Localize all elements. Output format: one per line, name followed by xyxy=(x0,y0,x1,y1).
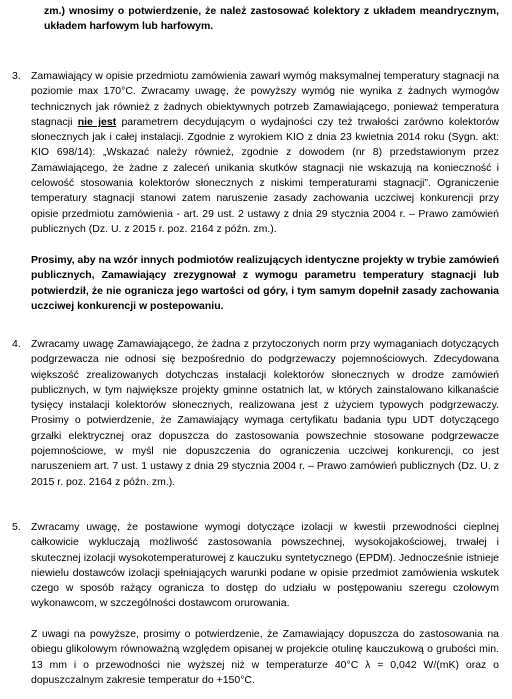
item-3-body-b: parametrem decydującym o wydajności czy też trwałości zarówno kolektorów słonecznych jak i całej instalacji. Zgodnie z wyrokiem KIO z dnia 23 kwietnia 2014 roku (Sygn. akt: KIO 698/14): „Wskazać należy również, zgodnie z dowodem (nr 8) przedstawionym przez Zamawiającego, że żadne z zaleceń unikania skutków stagnacji nie wskazują na konieczność i celowość stosowania kolektorów słonecznych z niskimi temperaturami stagnacji”. Ograniczenie temperatury stagnacji stanowi zatem naruszenie zasady zachowania uczciwej konkurencji przy opisie przedmiotu zamówienia - art. 29 ust. 2 ustawy z dnia 29 stycznia 2004 r. – Prawo zamówień publicznych (Dz. U. z 2015 r. poz. 2164 z późn. zm.). xyxy=(31,115,500,235)
intro-paragraph: zm.) wnosimy o potwierdzenie, że należ zastosować kolektory z układem meandrycznym, układem harfowym lub harfowym. xyxy=(44,5,499,33)
item-3-body xyxy=(31,69,499,237)
item-number-5: 5. xyxy=(12,521,21,533)
item-4-body: Zwracamy uwagę Zamawiającego, że żadna z przytoczonych norm przy wymaganiach dotyczących podgrzewacza nie odnosi się bezpośrednio do podgrzewaczy pojemnościowych. Zdecydowana większość zrealizowanych dotychczas instalacji kolektorów słonecznych w drodze zamówień publicznych, w tym największe projekty gminne ostatnich lat, w których zainstalowano kilkanaście tysięcy instalacji kolektorów słonecznych, realizowana jest z użyciem typowych podgrzewaczy. Prosimy o potwierdzenie, że Zamawiający wymaga certyfikatu badania typu UDT dotyczącego grzałki elektrycznej oraz dopuszcza do zastosowania powszechnie stosowane podgrzewacze pojemnościowe, w myśl nie dopuszczenia do ograniczenia uczciwej konkurencji, co jest naruszeniem art. 7 ust. 1 ustawy z dnia 29 stycznia 2004 r. – Prawo zamówień publicznych (Dz. U. z 2015 r. poz. 2164 z późn. zm.). xyxy=(31,338,499,488)
item-5-body-2: Z uwagi na powyższe, prosimy o potwierdzenie, że Zamawiający dopuszcza do zastosowania na obiegu glikolowym równoważną względem opisanej w projekcie otulinę kauczukową o grubości min. 13 mm i o przewodności nie wyższej niż w temperaturze 40°C λ = 0,042 W/(mK) oraz o dopuszczalnym zakresie temperatur do +150°C. xyxy=(31,628,499,686)
item-number-3: 3. xyxy=(12,70,21,82)
item-5-body: Zwracamy uwagę, że postawione wymogi dotyczące izolacji w kwestii przewodności cieplnej całkowicie wykluczają możliwość zastosowania powszechnej, wysokojakościowej, trwałej i skutecznej izolacji wysokotemperaturowej z kauczuku syntetycznego (EPDM). Jednocześnie istnieje niewielu dostawców izolacji spełniających warunki podane w opisie przedmiot zamówienia wskutek czego w sposób rażący ogranicza to dostęp do udziału w postępowaniu szeregu czołowym wykonawcom, w szczególności dostawcom orurowania. xyxy=(31,521,499,610)
item-number-4: 4. xyxy=(12,338,21,350)
item-3-body-a: Zamawiający w opisie przedmiotu zamówienia zawarł wymóg maksymalnej temperatury stagnacji na poziomie max 170°C. Zwracamy uwagę, że powyższy wymóg nie wynika z żadnych wymogów technicznych jak również z żadnych obiektywnych potrzeb Zamawiającego, ponieważ temperatura stagnacji xyxy=(31,70,499,128)
item-3-request: Prosimy, aby na wzór innych podmiotów realizujących identyczne projekty w trybie zamówień publicznych, Zamawiający zrezygnował z wymogu parametru temperatury stagnacji lub potwierdził, że nie ogranicza jego wartości od góry, i tym samym dopełnił zasady zachowania uczciwej konkurencji w postepowaniu. xyxy=(31,254,499,312)
item-3-body-emphasis: nie jest xyxy=(77,115,117,128)
